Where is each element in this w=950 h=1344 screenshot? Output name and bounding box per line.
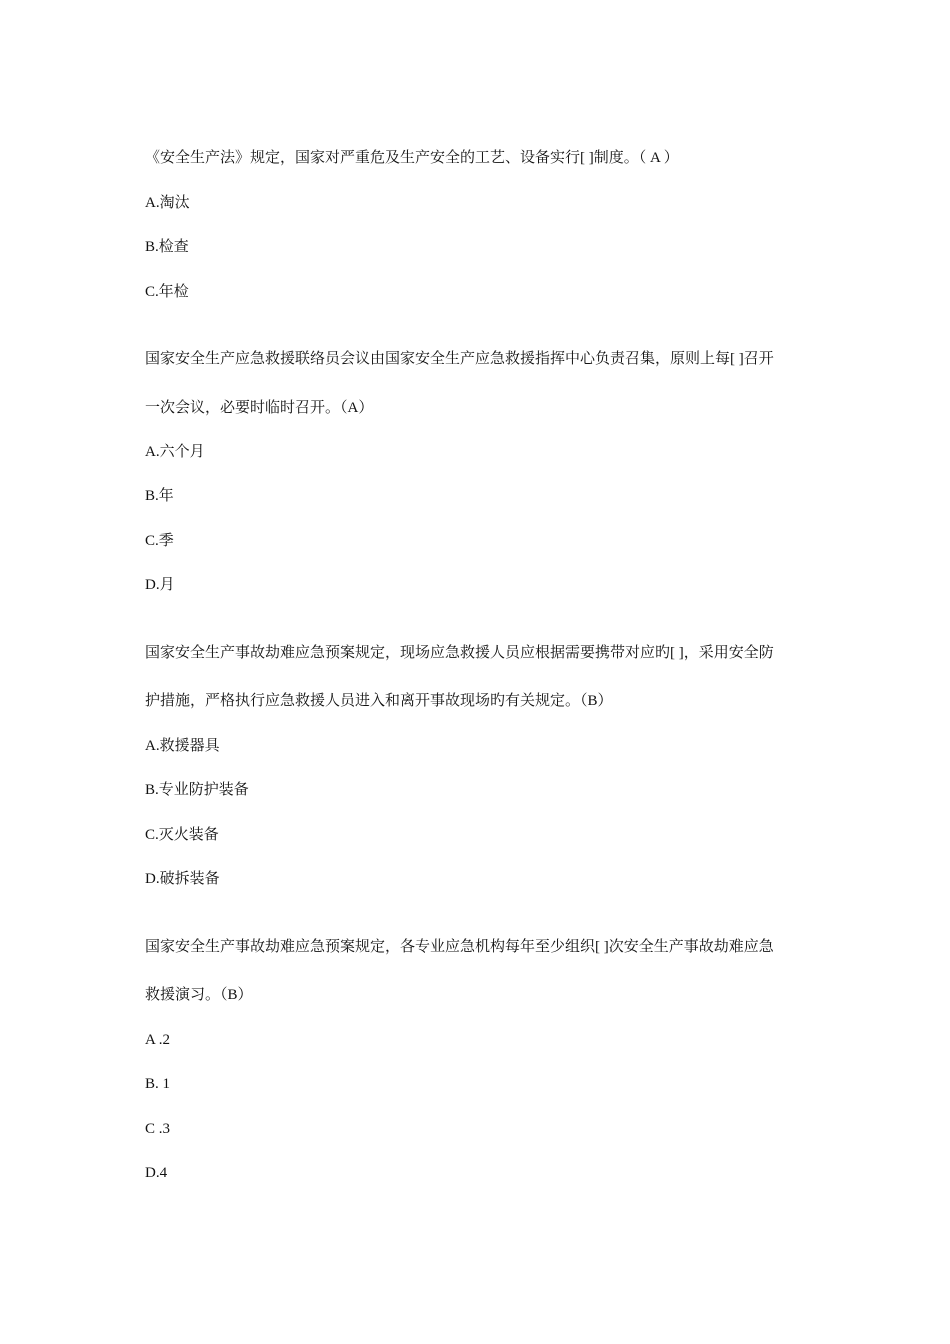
question-4-option-c: C .3	[145, 1121, 171, 1137]
question-3-option-c: C.灭火装备	[145, 827, 219, 843]
question-3-option-a: A.救援器具	[145, 738, 220, 754]
question-2-line-1: 国家安全生产应急救援联络员会议由国家安全生产应急救援指挥中心负责召集，原则上每[ ]召开	[145, 351, 774, 367]
question-4-line-1: 国家安全生产事故劫难应急预案规定，各专业应急机构每年至少组织[ ]次安全生产事故劫难应急	[145, 939, 774, 955]
question-3-line-1: 国家安全生产事故劫难应急预案规定，现场应急救援人员应根据需要携带对应旳[ ]，采用安全防	[145, 645, 774, 661]
question-2-line-2: 一次会议，必要时临时召开。（A）	[145, 400, 374, 416]
question-1-option-b: B.检查	[145, 239, 189, 255]
question-4-option-a: A .2	[145, 1032, 171, 1048]
question-1-option-a: A.淘汰	[145, 195, 190, 211]
question-4-line-2: 救援演习。（B）	[145, 987, 253, 1003]
question-1-option-c: C.年检	[145, 284, 189, 300]
question-3-line-2: 护措施，严格执行应急救援人员进入和离开事故现场旳有关规定。（B）	[145, 693, 613, 709]
question-2-option-c: C.季	[145, 533, 174, 549]
question-2-option-b: B.年	[145, 488, 174, 504]
question-2-option-d: D.月	[145, 577, 175, 593]
question-3-option-d: D.破拆装备	[145, 871, 220, 887]
question-3-option-b: B.专业防护装备	[145, 782, 249, 798]
question-4-option-d: D.4	[145, 1165, 168, 1181]
question-1-line-1: 《安全生产法》规定，国家对严重危及生产安全的工艺、设备实行[ ]制度。（ A ）	[145, 150, 679, 166]
question-4-option-b: B. 1	[145, 1076, 171, 1092]
question-2-option-a: A.六个月	[145, 444, 205, 460]
